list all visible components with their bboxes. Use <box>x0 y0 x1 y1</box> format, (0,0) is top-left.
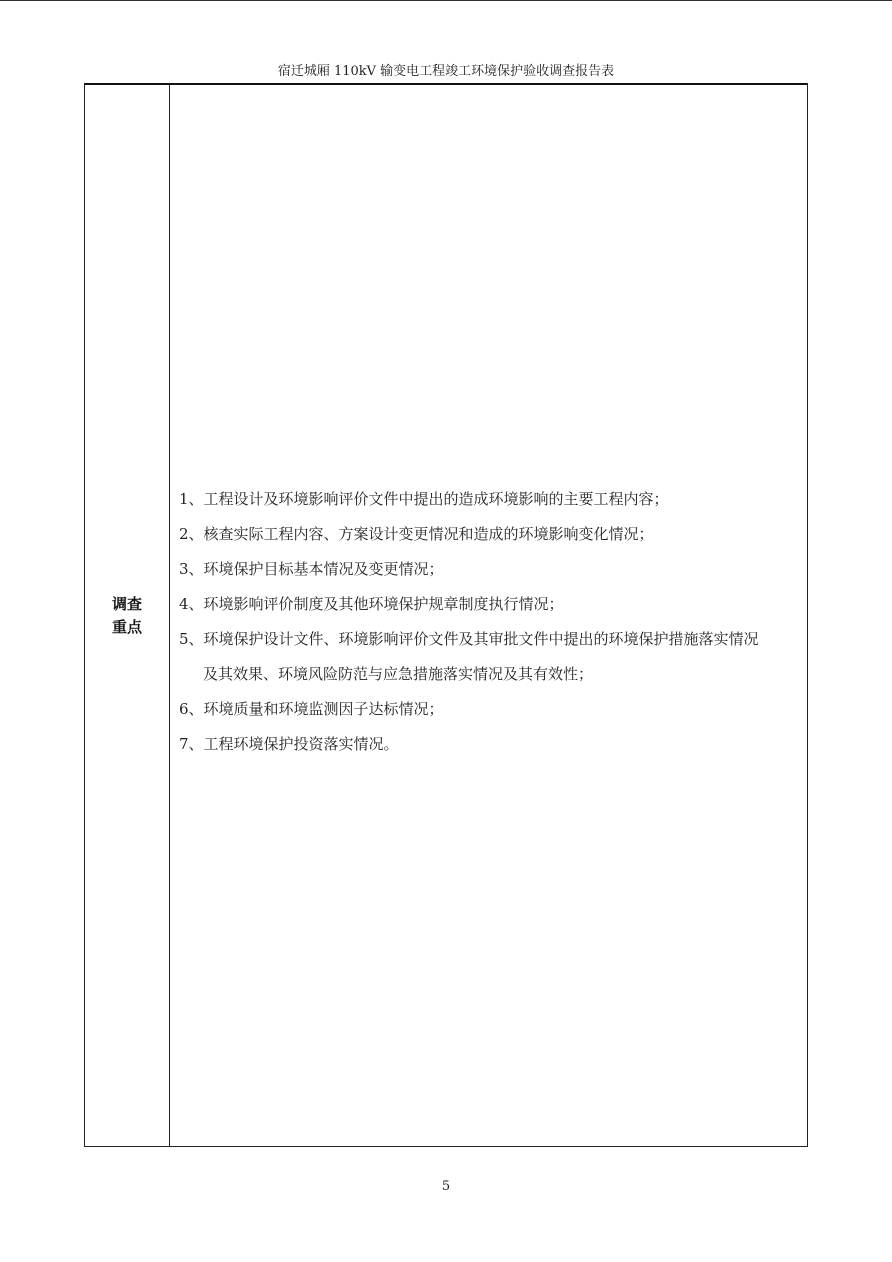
page-number: 5 <box>441 1179 451 1194</box>
list-item-1: 1、工程设计及环境影响评价文件中提出的造成环境影响的主要工程内容； <box>179 490 669 508</box>
list-item-5: 5、环境保护设计文件、环境影响评价文件及其审批文件中提出的环境保护措施落实情况 <box>179 630 759 648</box>
content-cell <box>170 85 807 1146</box>
list-item-5-continuation: 及其效果、环境风险防范与应急措施落实情况及其有效性； <box>203 665 594 683</box>
list-item-3: 3、环境保护目标基本情况及变更情况； <box>179 560 444 578</box>
running-header: 宿迁城厢 110kV 输变电工程竣工环境保护验收调查报告表 <box>277 64 615 79</box>
list-item-4: 4、环境影响评价制度及其他环境保护规章制度执行情况； <box>179 595 564 613</box>
report-table <box>84 83 808 1147</box>
row-label-line-2: 重点 <box>111 617 142 636</box>
list-item-6: 6、环境质量和环境监测因子达标情况； <box>179 700 444 718</box>
list-item-7: 7、工程环境保护投资落实情况。 <box>179 735 399 753</box>
list-item-2: 2、核查实际工程内容、方案设计变更情况和造成的环境影响变化情况； <box>179 525 654 543</box>
row-label-cell <box>85 85 170 1146</box>
survey-focus-list <box>179 482 799 762</box>
page-top-border <box>0 0 892 1</box>
row-label-line-1: 调查 <box>111 594 142 613</box>
